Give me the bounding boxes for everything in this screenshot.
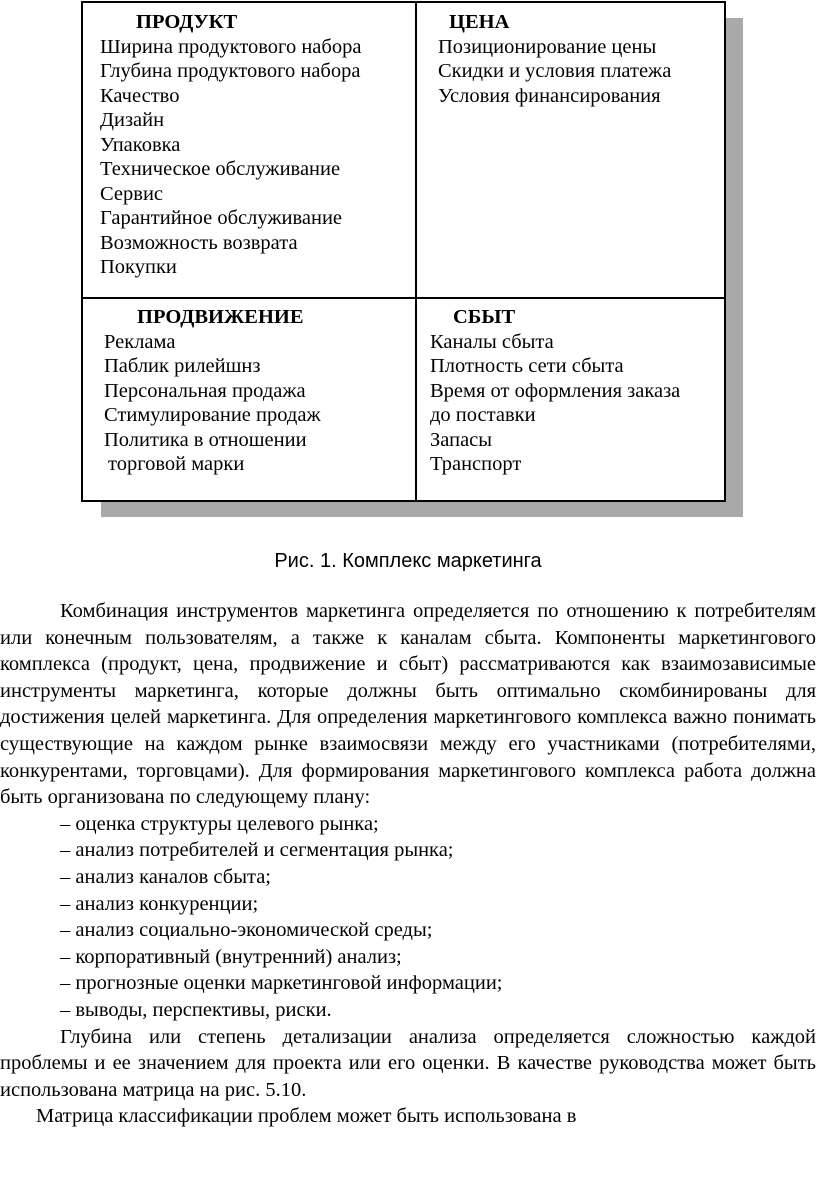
figure-horizontal-divider [83, 297, 724, 299]
paragraph: Глубина или степень детализации анализа определяется сложностью каждой проблемы и ее значением для проекта или его оценки. В качестве руководства может быть использована матрица на рис. 5.10. [0, 1025, 816, 1101]
list-item: – прогнозные оценки маркетинговой информации; [60, 972, 503, 995]
paragraph: Комбинация инструментов маркетинга определяется по отношению к потребителям или конечным пользователям, а также к каналам сбыта. Компоненты маркетингового комплекса (продукт, цена, продвижение и сбыт) рассматриваются как взаимозависимые инструменты маркетинга, которые должны быть оптимально скомбинированы для достижения целей маркетинга. Для определения маркетингового комплекса важно понимать существующие на каждом рынке взаимосвязи между его участниками (потребителями, конкурентами, торговцами). Для формирования маркетингового комплекса работа должна быть организована по следующему плану: [0, 600, 816, 809]
list-item: – корпоративный (внутренний) анализ; [60, 945, 402, 968]
list-item: – анализ конкуренции; [60, 892, 259, 915]
quadrant-item: Возможность возврата [100, 231, 298, 254]
list-item: – анализ потребителей и сегментация рынка; [60, 839, 454, 862]
list-item: – анализ социально-экономической среды; [60, 919, 433, 942]
list-item: – выводы, перспективы, риски. [60, 998, 332, 1021]
quadrant-item: Транспорт [430, 453, 522, 475]
body-text [0, 598, 816, 1130]
quadrant-item: Стимулирование продаж [104, 404, 321, 426]
quadrant-item: Политика в отношении [104, 428, 307, 451]
quadrant-item: Каналы сбыта [430, 330, 554, 353]
quadrant-item: Паблик рилейшнз [104, 355, 261, 377]
quadrant-item: Позиционирование цены [438, 35, 657, 58]
quadrant-item: Дизайн [100, 109, 165, 131]
quadrant-item: Покупки [100, 256, 177, 278]
quadrant-title: ЦЕНА [449, 11, 510, 33]
quadrant-item: Ширина продуктового набора [100, 35, 362, 58]
quadrant-item: Скидки и условия платежа [438, 60, 672, 82]
analysis-plan-list [0, 811, 816, 1024]
quadrant-item: Техническое обслуживание [100, 158, 341, 180]
quadrant-title: ПРОДВИЖЕНИЕ [137, 306, 304, 328]
quadrant-item: Время от оформления заказа [430, 379, 681, 402]
quadrant-item: Глубина продуктового набора [100, 60, 361, 82]
quadrant-distribution [430, 305, 680, 477]
quadrant-item: Сервис [100, 182, 164, 205]
quadrant-item: Гарантийное обслуживание [100, 207, 343, 229]
quadrant-item: Персональная продажа [104, 379, 306, 402]
quadrant-price [438, 10, 671, 108]
quadrant-product [100, 10, 361, 280]
quadrant-item: Плотность сети сбыта [430, 355, 624, 377]
quadrant-item: Запасы [430, 428, 493, 451]
quadrant-item: торговой марки [108, 453, 245, 475]
figure-vertical-divider [415, 3, 417, 500]
quadrant-title: СБЫТ [453, 306, 516, 328]
quadrant-title: ПРОДУКТ [136, 11, 238, 33]
list-item: – оценка структуры целевого рынка; [60, 812, 379, 835]
quadrant-item: до поставки [430, 404, 536, 426]
paragraph: Матрица классификации проблем может быть использована в [36, 1105, 577, 1128]
quadrant-item: Условия финансирования [438, 84, 661, 107]
quadrant-promotion [104, 305, 321, 477]
quadrant-item: Реклама [104, 330, 176, 353]
marketing-mix-figure [81, 1, 726, 502]
figure-caption: Рис. 1. Комплекс маркетинга [274, 550, 542, 572]
list-item: – анализ каналов сбыта; [60, 865, 271, 888]
quadrant-item: Качество [100, 84, 180, 107]
quadrant-item: Упаковка [100, 133, 181, 156]
